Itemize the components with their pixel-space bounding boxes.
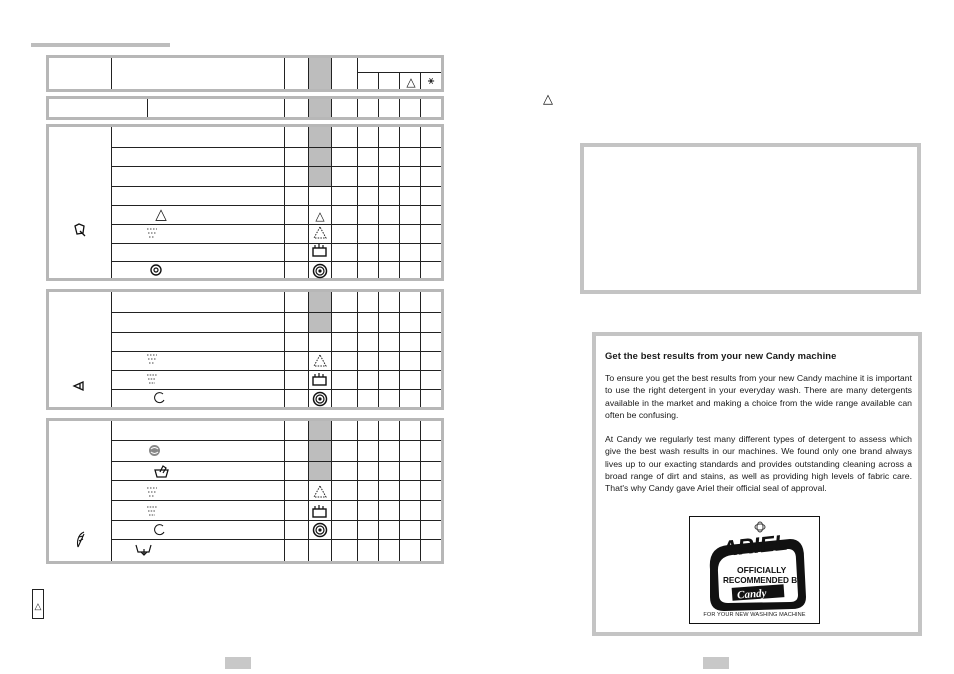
table-header xyxy=(46,55,444,92)
intensive-wash-icon xyxy=(311,372,329,387)
table-section-synthetics xyxy=(46,289,444,410)
right-page-number xyxy=(703,657,729,669)
hand-wash-shirt-icon xyxy=(73,223,87,237)
ariel-brand: ARIEL xyxy=(720,529,789,562)
spin-icon xyxy=(312,391,328,407)
seal-caption: FOR YOUR NEW WASHING MACHINE xyxy=(703,612,806,618)
triangle-icon: △ xyxy=(406,75,416,89)
triangle-icon: △ xyxy=(543,91,553,106)
triangle-icon: △ xyxy=(315,209,325,223)
snowflake-icon: ⚹ xyxy=(427,75,435,87)
synthetic-icon xyxy=(72,380,86,392)
spin-icon xyxy=(149,263,163,277)
candy-brand: Candy xyxy=(736,587,767,602)
prewash-icon xyxy=(313,226,327,240)
wool-icon xyxy=(148,444,161,457)
intensive-wash-icon xyxy=(311,504,329,519)
prewash-icon xyxy=(313,354,327,368)
spin-icon xyxy=(312,522,328,538)
prewash-icon xyxy=(145,352,159,366)
prewash-icon xyxy=(145,485,159,499)
ariel-seal-graphic xyxy=(690,517,819,623)
header-rule xyxy=(31,43,170,47)
feather-icon xyxy=(75,531,87,549)
intensive-wash-icon xyxy=(311,243,329,258)
seal-line-1: OFFICIALLY xyxy=(737,565,787,575)
table-section-delicates xyxy=(46,418,444,564)
info-paragraph-2: At Candy we regularly test many different types of detergent to assess which give the best wash results in our machines. We found only one brand always lives up to our exacting standards and provides outstanding cleaning across a broad range of dirt and stains, as well as providing high levels of fabric care. That's why Candy gave Ariel their official seal of approval. xyxy=(605,434,912,494)
table-summary-row xyxy=(46,96,444,120)
hand-wash-icon xyxy=(154,464,170,478)
shaded-column xyxy=(308,58,331,89)
table-section-cotton xyxy=(46,124,444,281)
info-title: Get the best results from your new Candy machine xyxy=(605,350,837,361)
seal-line-2: RECOMMENDED BY xyxy=(723,576,803,585)
detergent-info-panel xyxy=(592,332,922,636)
triangle-icon: △ xyxy=(34,601,42,611)
spin-icon xyxy=(312,263,328,279)
triangle-icon: △ xyxy=(155,206,167,223)
ariel-seal-logo xyxy=(689,516,820,624)
prewash-icon xyxy=(145,372,159,386)
left-page-number xyxy=(225,657,251,669)
rinse-icon xyxy=(154,391,166,405)
prewash-icon xyxy=(313,485,327,499)
rinse-icon xyxy=(154,523,166,537)
prewash-icon xyxy=(145,226,159,240)
drain-icon xyxy=(134,542,154,556)
legend-icon-stack xyxy=(32,589,44,619)
info-paragraph-1: To ensure you get the best results from your new Candy machine it is important to use the right detergent in your everyday wash. There are many detergents available in the market and making a choice from the wide range available can often be confusing. xyxy=(605,373,912,420)
note-box xyxy=(580,143,921,294)
prewash-icon xyxy=(145,504,159,518)
